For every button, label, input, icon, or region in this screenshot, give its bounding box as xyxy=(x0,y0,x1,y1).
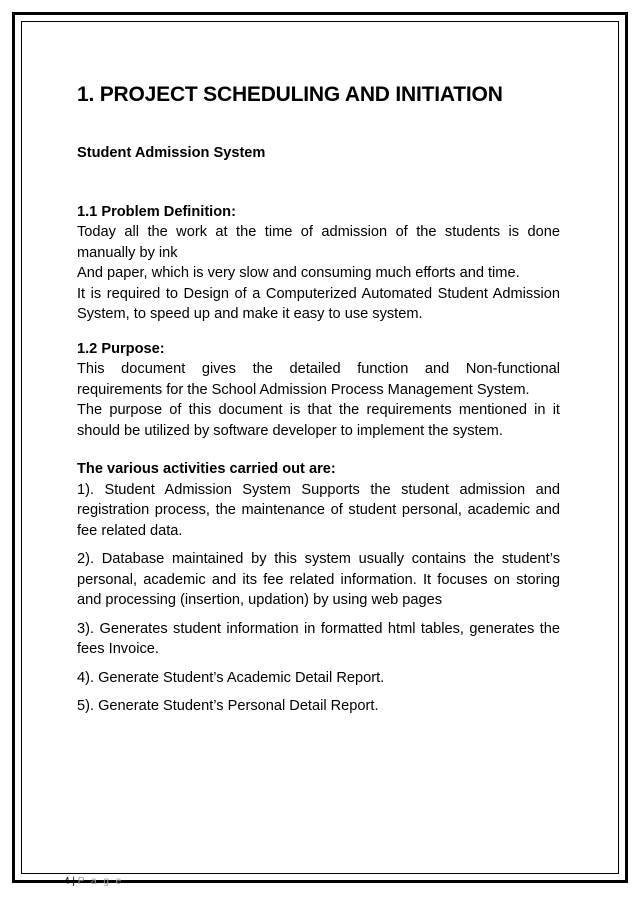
activity-item: 3). Generates student information in formatted html tables, generates the fees Invoice. xyxy=(77,620,560,657)
problem-heading: 1.1 Problem Definition: xyxy=(77,203,236,220)
footer-separator: | xyxy=(72,876,75,887)
document-subtitle: Student Admission System xyxy=(77,145,266,161)
problem-line: It is required to Design of a Computerized Automated Student Admission System, to speed up and make it easy to use system. xyxy=(77,285,560,322)
activity-item: 5). Generate Student’s Personal Detail Report. xyxy=(77,698,379,714)
problem-line: And paper, which is very slow and consuming much efforts and time. xyxy=(77,265,520,281)
problem-line: Today all the work at the time of admission of the students is done manually by ink xyxy=(77,224,560,261)
activities-heading: The various activities carried out are: xyxy=(77,461,336,477)
page-content xyxy=(77,81,560,725)
activity-item: 1). Student Admission System Supports the student admission and registration process, the maintenance of student personal, academic and fee related data. xyxy=(77,481,560,539)
spacer xyxy=(77,441,560,459)
page-footer xyxy=(64,876,123,888)
page-title: 1. PROJECT SCHEDULING AND INITIATION xyxy=(77,83,503,106)
page-label: P a g e xyxy=(77,876,124,887)
purpose-line: The purpose of this document is that the requirements mentioned in it should be utilized by software developer to implement the system. xyxy=(77,402,560,439)
purpose-heading: 1.2 Purpose: xyxy=(77,340,165,357)
purpose-line: This document gives the detailed function and Non-functional requirements for the School Admission Process Management System. xyxy=(77,361,560,398)
activity-item: 4). Generate Student’s Academic Detail Report. xyxy=(77,669,385,686)
activity-item: 2). Database maintained by this system usually contains the student’s personal, academic and its fee related information. It focuses on storing and processing (insertion, updation) by using web pages xyxy=(77,551,560,608)
page-number: 4 xyxy=(64,876,70,887)
spacer xyxy=(77,325,560,339)
